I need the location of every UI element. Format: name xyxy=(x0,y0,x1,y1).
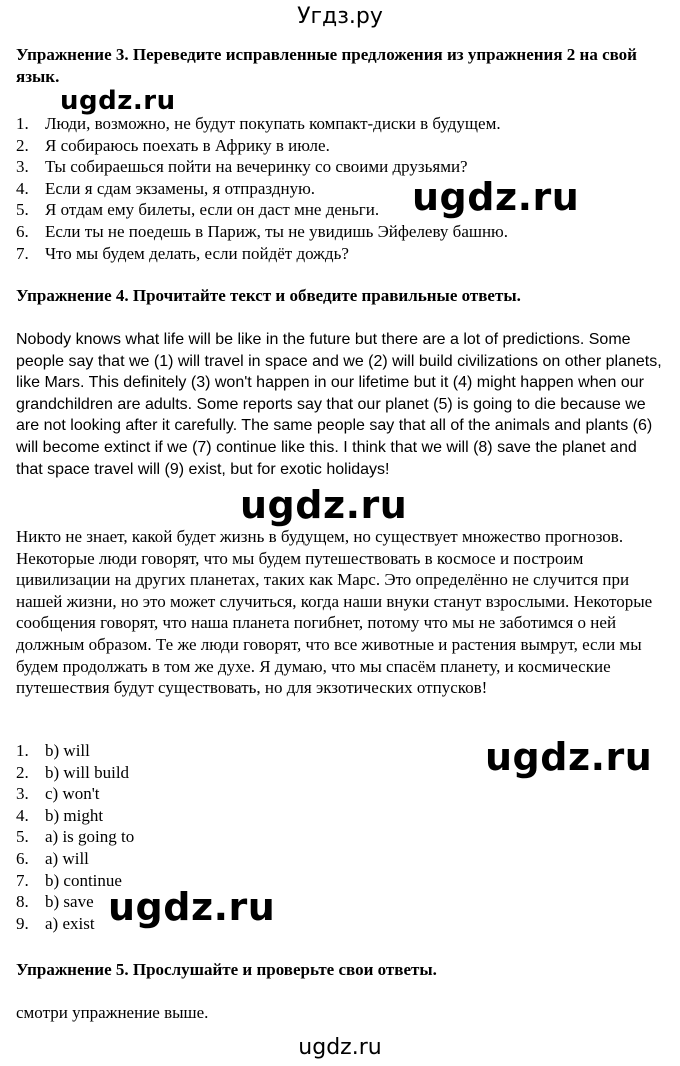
answer-item-number: 9. xyxy=(16,913,29,933)
sentence-item xyxy=(16,113,508,135)
sentence-item-number: 5. xyxy=(16,200,29,220)
sentence-item-text: Люди, возможно, не будут покупать компакт-диски в будущем. xyxy=(45,114,501,133)
watermark: ugdz.ru xyxy=(108,885,276,929)
sentence-item-text: Ты собираешься пойти на вечеринку со своими друзьями? xyxy=(45,157,468,177)
sentence-item-text: Я отдам ему билеты, если он даст мне деньги. xyxy=(45,200,380,220)
exercise-4-text-english: Nobody knows what life will be like in the future but there are a lot of predictions. Some people say that we (1) will travel in space and we (2) will build civilizations on other planets, like Mars. This definitely (3) won't happen in our lifetime but it (4) might happen when our grandchildren are adults. Some reports say that our planet (5) is going to die because we are not looking after it carefully. The same people say that all of the animals and plants (6) will become extinct if we (7) continue like this. I think that we will (8) save the planet and that space travel will (9) exist, but for exotic holidays! xyxy=(16,331,662,478)
answer-item-text: b) will xyxy=(45,741,90,760)
answer-item-number: 2. xyxy=(16,762,29,782)
answer-item-number: 8. xyxy=(16,892,29,912)
sentence-item-text: Я собираюсь поехать в Африку в июле. xyxy=(45,135,330,155)
watermark: ugdz.ru xyxy=(240,483,408,527)
answer-item xyxy=(16,762,134,784)
answer-item-number: 4. xyxy=(16,805,29,825)
exercise-5-text: смотри упражнение выше. xyxy=(16,1003,209,1022)
watermark: ugdz.ru xyxy=(485,735,653,779)
sentence-item-number: 4. xyxy=(16,178,29,198)
sentence-item-number: 1. xyxy=(16,114,29,133)
answer-item-number: 7. xyxy=(16,870,29,890)
sentence-item xyxy=(16,135,508,157)
sentence-item xyxy=(16,243,508,265)
answer-item-number: 5. xyxy=(16,827,29,847)
sentence-item-number: 6. xyxy=(16,221,29,241)
site-footer: ugdz.ru xyxy=(298,1035,382,1060)
site-header-title: Угдз.ру xyxy=(297,4,383,29)
exercise-5-title: Упражнение 5. Прослушайте и проверьте свои ответы. xyxy=(16,960,437,979)
answer-item-text: b) save xyxy=(45,892,94,912)
watermark: ugdz.ru xyxy=(412,175,580,219)
answer-item-number: 3. xyxy=(16,784,29,804)
answer-item xyxy=(16,805,134,827)
answer-item-number: 1. xyxy=(16,741,29,760)
exercise-3-title: Упражнение 3. Переведите исправленные предложения из упражнения 2 на свой язык. xyxy=(16,45,637,86)
sentence-item-text: Что мы будем делать, если пойдёт дождь? xyxy=(45,243,349,263)
answer-item-text: a) exist xyxy=(45,913,95,933)
exercise-4-title: Упражнение 4. Прочитайте текст и обведите правильные ответы. xyxy=(16,286,521,305)
answer-item-text: a) will xyxy=(45,848,89,868)
answer-item xyxy=(16,848,134,870)
answer-item-text: b) will build xyxy=(45,762,130,782)
sentence-item-number: 2. xyxy=(16,135,29,155)
sentence-item xyxy=(16,221,508,243)
answer-item-text: a) is going to xyxy=(45,827,135,847)
answer-item-text: b) might xyxy=(45,805,104,825)
watermark: ugdz.ru xyxy=(60,86,176,116)
sentence-item-text: Если я сдам экзамены, я отпраздную. xyxy=(45,178,316,198)
answer-item xyxy=(16,740,134,762)
sentence-item-text: Если ты не поедешь в Париж, ты не увидишь Эйфелеву башню. xyxy=(45,221,509,241)
exercise-4-text-russian: Никто не знает, какой будет жизнь в будущем, но существует множество прогнозов. Некоторые люди говорят, что мы будем путешествовать в космосе и построим цивилизации на других планетах, таких как Марс. Это определённо не случится при нашей жизни, но это может случиться, когда наши внуки станут взрослыми. Некоторые сообщения говорят, что наша планета погибнет, потому что мы не заботимся о ней должным образом. Те же люди говорят, что все животные и растения вымрут, если мы будем продолжать в том же духе. Я думаю, что мы спасём планету, и космические путешествия будут существовать, но для экзотических отпусков! xyxy=(16,527,653,698)
answer-item xyxy=(16,826,134,848)
answer-item-text: c) won't xyxy=(45,784,100,804)
answer-item-text: b) continue xyxy=(45,870,122,890)
sentence-item-number: 7. xyxy=(16,243,29,263)
answer-item xyxy=(16,783,134,805)
sentence-item-number: 3. xyxy=(16,157,29,177)
answer-item-number: 6. xyxy=(16,848,29,868)
